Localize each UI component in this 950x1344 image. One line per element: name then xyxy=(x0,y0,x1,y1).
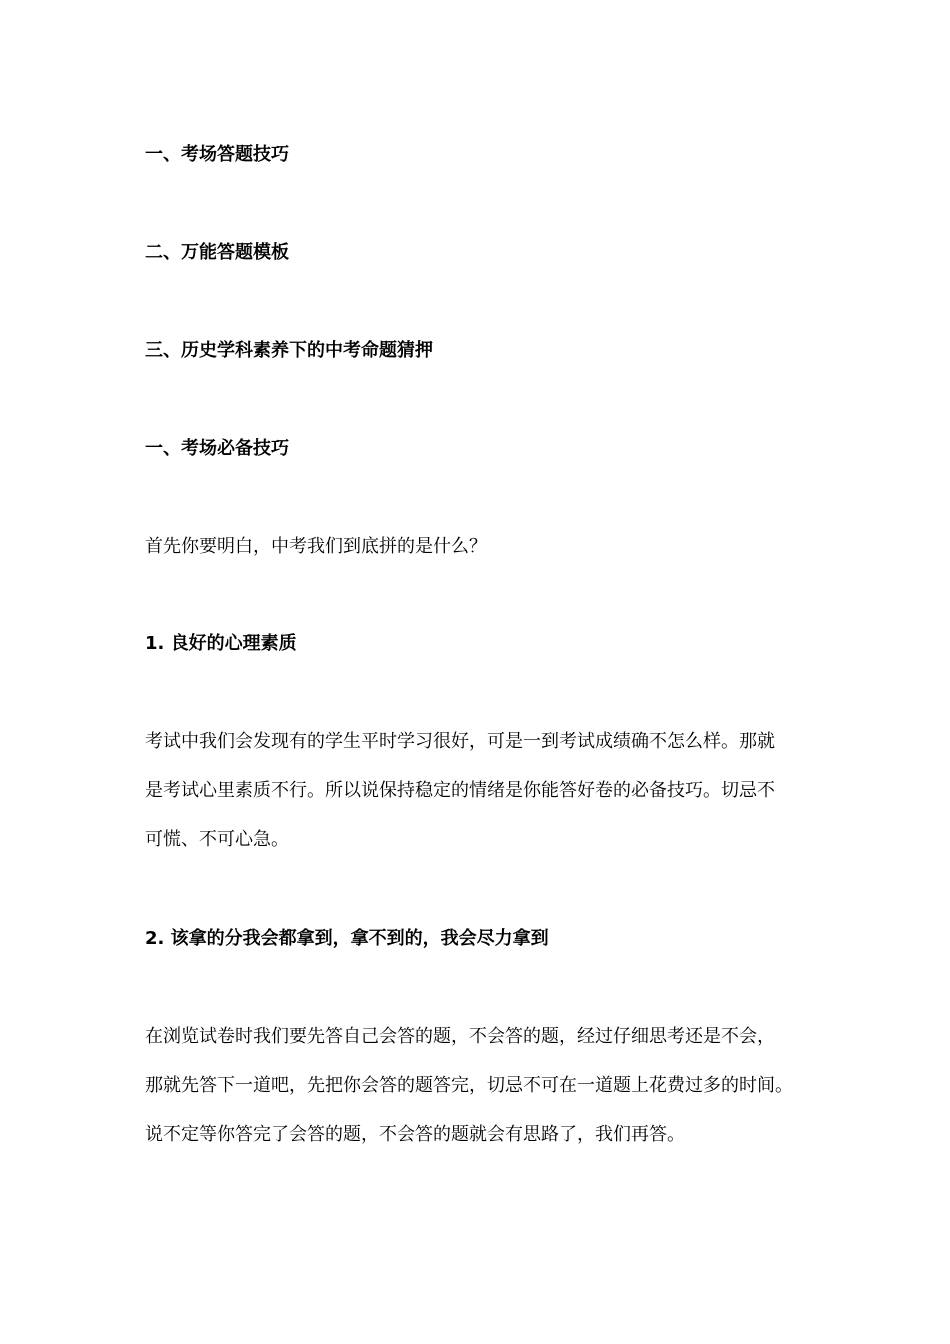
paragraph-line: 可慌、不可心急。 xyxy=(145,829,289,850)
paragraph-line: 说不定等你答完了会答的题，不会答的题就会有思路了，我们再答。 xyxy=(145,1124,685,1145)
section-1-title: 1. 良好的心理素质 xyxy=(145,633,297,654)
section-2-title: 2. 该拿的分我会都拿到，拿不到的，我会尽力拿到 xyxy=(145,928,549,949)
paragraph-line: 考试中我们会发现有的学生平时学习很好，可是一到考试成绩确不怎么样。那就 xyxy=(145,731,775,752)
heading-exam-answer-tips: 一、考场答题技巧 xyxy=(145,144,289,165)
intro-paragraph: 首先你要明白，中考我们到底拼的是什么？ xyxy=(145,536,487,557)
section-2-paragraph xyxy=(145,1025,825,1172)
heading-history-exam-prediction: 三、历史学科素养下的中考命题猜押 xyxy=(145,340,433,361)
paragraph-line: 在浏览试卷时我们要先答自己会答的题，不会答的题，经过仔细思考还是不会， xyxy=(145,1026,775,1047)
paragraph-line: 那就先答下一道吧，先把你会答的题答完，切忌不可在一道题上花费过多的时间。 xyxy=(145,1075,793,1096)
paragraph-line: 是考试心里素质不行。所以说保持稳定的情绪是你能答好卷的必备技巧。切忌不 xyxy=(145,780,775,801)
section-1-paragraph xyxy=(145,730,825,877)
heading-essential-exam-skills: 一、考场必备技巧 xyxy=(145,438,289,459)
heading-universal-answer-template: 二、万能答题模板 xyxy=(145,242,289,263)
